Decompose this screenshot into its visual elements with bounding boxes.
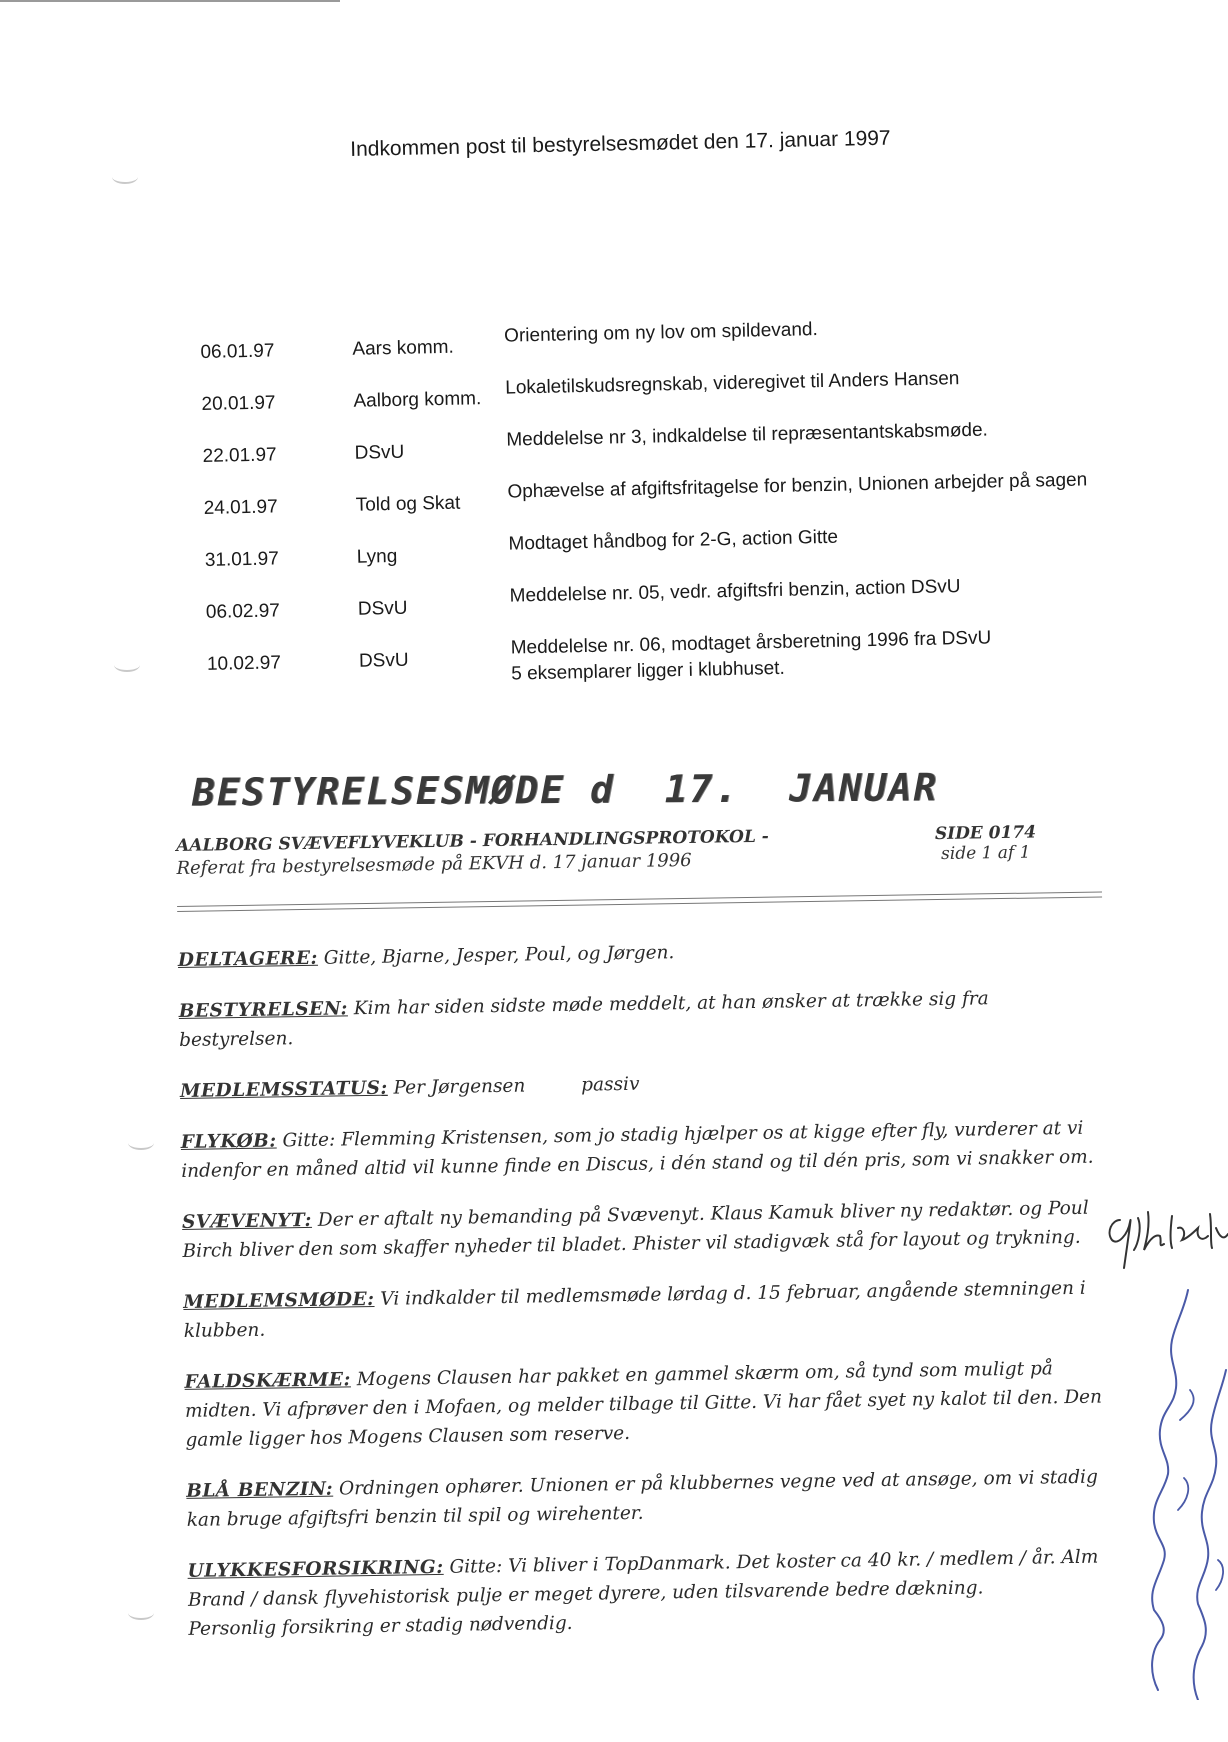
post-subject: Orientering om ny lov om spildevand. (503, 319, 819, 347)
post-sender: DSvU (357, 597, 408, 620)
protocol-section (176, 822, 1103, 1640)
post-subject (510, 626, 992, 688)
post-date: 20.01.97 (201, 392, 276, 415)
post-date: 31.01.97 (204, 548, 279, 571)
post-subject: Lokaletilskudsregnskab, videregivet til Anders Hansen (505, 368, 960, 399)
minute-text: Per Jørgensen (393, 1075, 526, 1099)
minute-text: Gitte: Flemming Kristensen, som jo stadig hjælper os at kigge efter fly, vurderer at vi indenfor en måned altid vil kunne finde en Discus, i dén stand og til dén pris, som vi snakker om. (181, 1117, 1094, 1182)
minute-text: Gitte, Bjarne, Jesper, Poul, og Jørgen. (323, 942, 675, 969)
minute-item (183, 1273, 1104, 1345)
incoming-post-title: Indkommen post til bestyrelsesmødet den 17. januar 1997 (350, 126, 891, 161)
punch-hole-mark (128, 1606, 154, 1620)
post-date: 10.02.97 (206, 652, 282, 675)
post-subject: Modtaget håndbog for 2-G, action Gitte (508, 526, 839, 555)
minute-item (178, 932, 1098, 975)
post-subject-line2: 5 eksemplarer ligger i klubhuset. (511, 657, 785, 685)
post-sender: DSvU (354, 441, 405, 464)
minute-item (187, 1542, 1108, 1643)
minute-label: MEDLEMSMØDE: (183, 1288, 375, 1313)
minute-item (182, 1194, 1103, 1266)
post-sender: Told og Skat (355, 492, 461, 516)
handwritten-signature-blue (1118, 1260, 1228, 1700)
minute-text: Gitte: Vi bliver i TopDanmark. Det koster ca 40 kr. / medlem / år. Alm Brand / dansk flyvehistorisk pulje er meget dyrere, uden tilsvarende bedre dækning. (187, 1546, 1099, 1611)
post-subject: Meddelelse nr 3, indkaldelse til repræsentantskabsmøde. (506, 419, 989, 451)
minute-item (186, 1462, 1107, 1534)
post-subject: Meddelelse nr. 05, vedr. afgiftsfri benzin, action DSvU (509, 576, 961, 607)
minute-label: FLYKØB: (180, 1130, 277, 1153)
minute-text-extra: Personlig forsikring er stadig nødvendig. (188, 1612, 573, 1640)
minute-label: DELTAGERE: (177, 947, 319, 971)
top-edge-line (0, 0, 340, 2)
minute-text: Vi indkalder til medlemsmøde lørdag d. 15 februar, angående stemningen i klubben. (183, 1277, 1086, 1342)
protocol-side-number: SIDE 0174 (934, 822, 1037, 845)
incoming-post-table (200, 310, 1167, 694)
protocol-subheader: Referat fra bestyrelsesmøde på EKVH d. 17 januar 1996 (176, 849, 692, 879)
post-date: 22.01.97 (202, 444, 277, 467)
post-sender: Aalborg komm. (353, 388, 482, 412)
minute-label: MEDLEMSSTATUS: (179, 1077, 388, 1102)
punch-hole-mark (128, 1136, 154, 1150)
minute-label: BLÅ BENZIN: (186, 1478, 334, 1502)
punch-hole-mark (112, 170, 138, 184)
minute-label: BESTYRELSEN: (178, 998, 349, 1022)
protocol-page-info (935, 822, 1037, 864)
post-date: 24.01.97 (203, 496, 278, 519)
post-date: 06.01.97 (200, 340, 275, 363)
post-sender: DSvU (358, 649, 409, 672)
meeting-stamp-title: BESTYRELSESMØDE d 17. JANUAR (191, 765, 939, 815)
post-sender: Aars komm. (352, 336, 454, 360)
protocol-club-header: AALBORG SVÆVEFLYVEKLUB - FORHANDLINGSPROTOKOL - (176, 826, 769, 856)
punch-hole-mark (114, 658, 140, 672)
minute-label: FALDSKÆRME: (184, 1369, 352, 1393)
protocol-side-count: side 1 af 1 (940, 842, 1031, 864)
post-sender: Lyng (356, 545, 398, 568)
minute-text: Kim har siden sidste møde meddelt, at han ønsker at trække sig fra bestyrelsen. (179, 988, 989, 1051)
minute-label: ULYKKESFORSIKRING: (187, 1556, 444, 1582)
double-rule-divider (177, 891, 1102, 912)
minute-item (181, 1114, 1102, 1186)
minute-text: Ordningen ophører. Unionen er på klubbernes vegne ved at ansøge, om vi stadig kan bruge afgiftsfri benzin til spil og wirehenter. (186, 1466, 1099, 1531)
post-subject: Ophævelse af afgiftsfritagelse for benzin, Unionen arbejder på sagen (507, 469, 1088, 503)
minute-item (180, 1063, 1100, 1106)
post-subject-line1: Meddelelse nr. 06, modtaget årsberetning 1996 fra DSvU (510, 627, 992, 659)
minute-text: Der er aftalt ny bemanding på Svævenyt. Klaus Kamuk bliver ny redaktør. og Poul Birch bliver den som skaffer nyheder til bladet. Phister vil stadigvæk stå for layout og trykning. (182, 1197, 1089, 1262)
minutes-list (178, 932, 1109, 1666)
member-status-value: passiv (581, 1073, 640, 1096)
minute-label: SVÆVENYT: (181, 1209, 313, 1233)
minute-text: Mogens Clausen har pakket en gammel skærm om, så tynd som muligt på midten. Vi afprøver den i Mofaen, og melder tilbage til Gitte. Vi har fået syet ny kalot til den. Den gamle ligger hos Mogens Clausen som reserve. (184, 1358, 1103, 1451)
post-date: 06.02.97 (205, 600, 281, 623)
minute-item (179, 983, 1100, 1055)
minute-item (184, 1353, 1105, 1454)
